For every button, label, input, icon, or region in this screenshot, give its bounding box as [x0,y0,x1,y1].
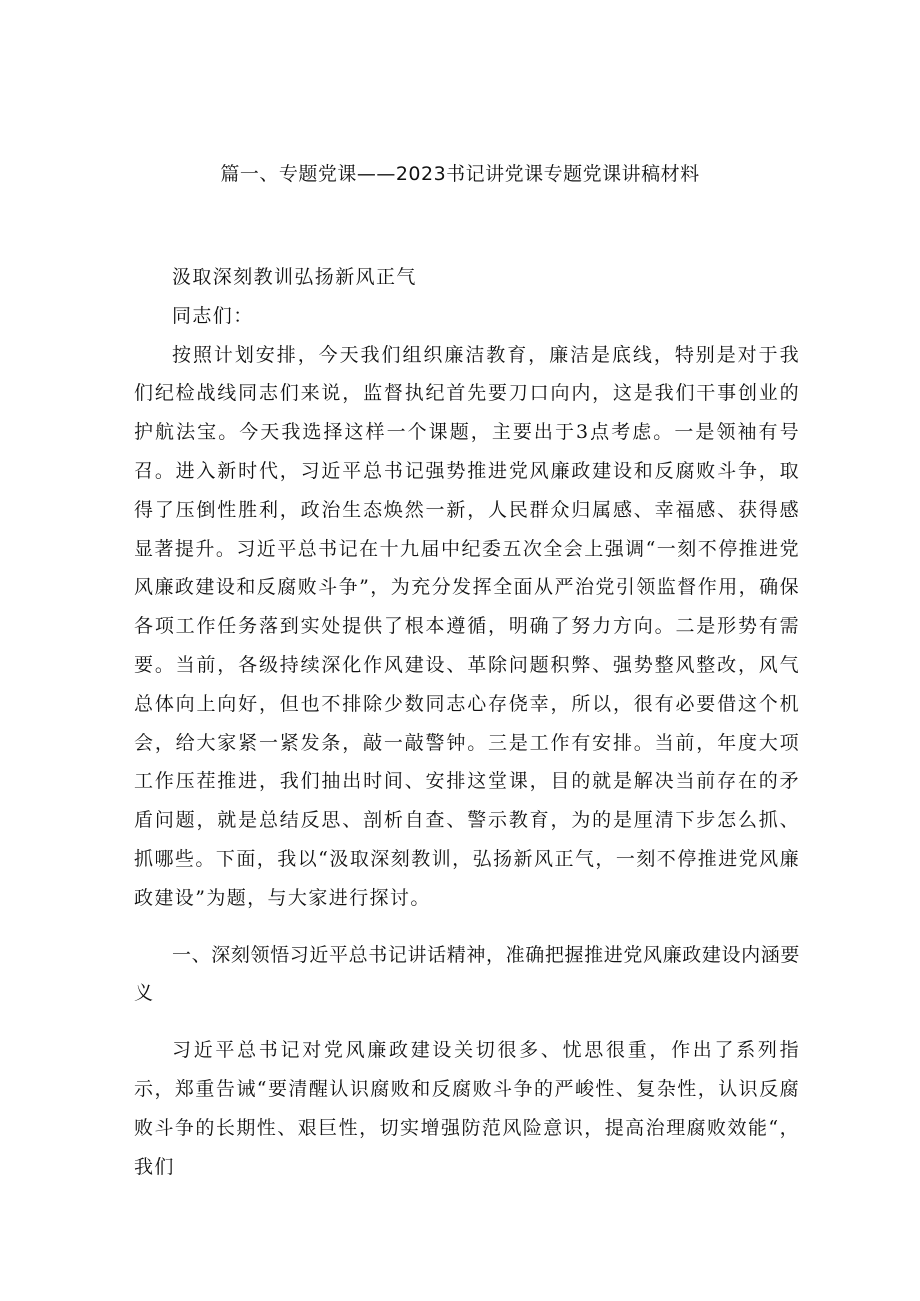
document-title: 篇一、专题党课——2023书记讲党课专题党课讲稿材料 [220,163,700,185]
salutation: 同志们： [172,304,254,327]
subtitle-line: 汲取深刻教训弘扬新风正气 [172,266,417,288]
heading-gap [134,1013,800,1031]
section-heading: 一、深刻领悟习近平总书记讲话精神，准确把握推进党风廉政建设内涵要义 [134,943,800,1005]
document-body [134,258,800,1186]
paragraph-intro: 按照计划安排，今天我们组织廉洁教育，廉洁是底线，特别是对于我们纪检战线同志们来说，监督执纪首先要刀口向内，这是我们干事创业的护航法宝。今天我选择这样一个课题，主要出于3点考虑。一是领袖有号召。进入新时代，习近平总书记强势推进党风廉政建设和反腐败斗争，取得了压倒性胜利，政治生态焕然一新，人民群众归属感、幸福感、获得感显著提升。习近平总书记在十九届中纪委五次全会上强调“一刻不停推进党风廉政建设和反腐败斗争”，为充分发挥全面从严治党引领监督作用，确保各项工作任务落到实处提供了根本遵循，明确了努力方向。二是形势有需要。当前，各级持续深化作风建设、革除问题积弊、强势整风整改，风气总体向上向好，但也不排除少数同志心存侥幸，所以，很有必要借这个机会，给大家紧一紧发条，敲一敲警钟。三是工作有安排。当前，年度大项工作压茬推进，我们抽出时间、安排这堂课，目的就是解决当前存在的矛盾问题，就是总结反思、剖析自查、警示教育，为的是厘清下步怎么抓、抓哪些。下面，我以“汲取深刻教训，弘扬新风正气，一刻不停推进党风廉政建设”为题，与大家进行探讨。 [134,343,800,909]
paragraph-section-1: 习近平总书记对党风廉政建设关切很多、忧思很重，作出了系列指示，郑重告诫“要清醒认识腐败和反腐败斗争的严峻性、复杂性，认识反腐败斗争的长期性、艰巨性，切实增强防范风险意识，提高治理腐败效能“，我们 [134,1039,800,1178]
paragraph-gap [134,918,800,936]
